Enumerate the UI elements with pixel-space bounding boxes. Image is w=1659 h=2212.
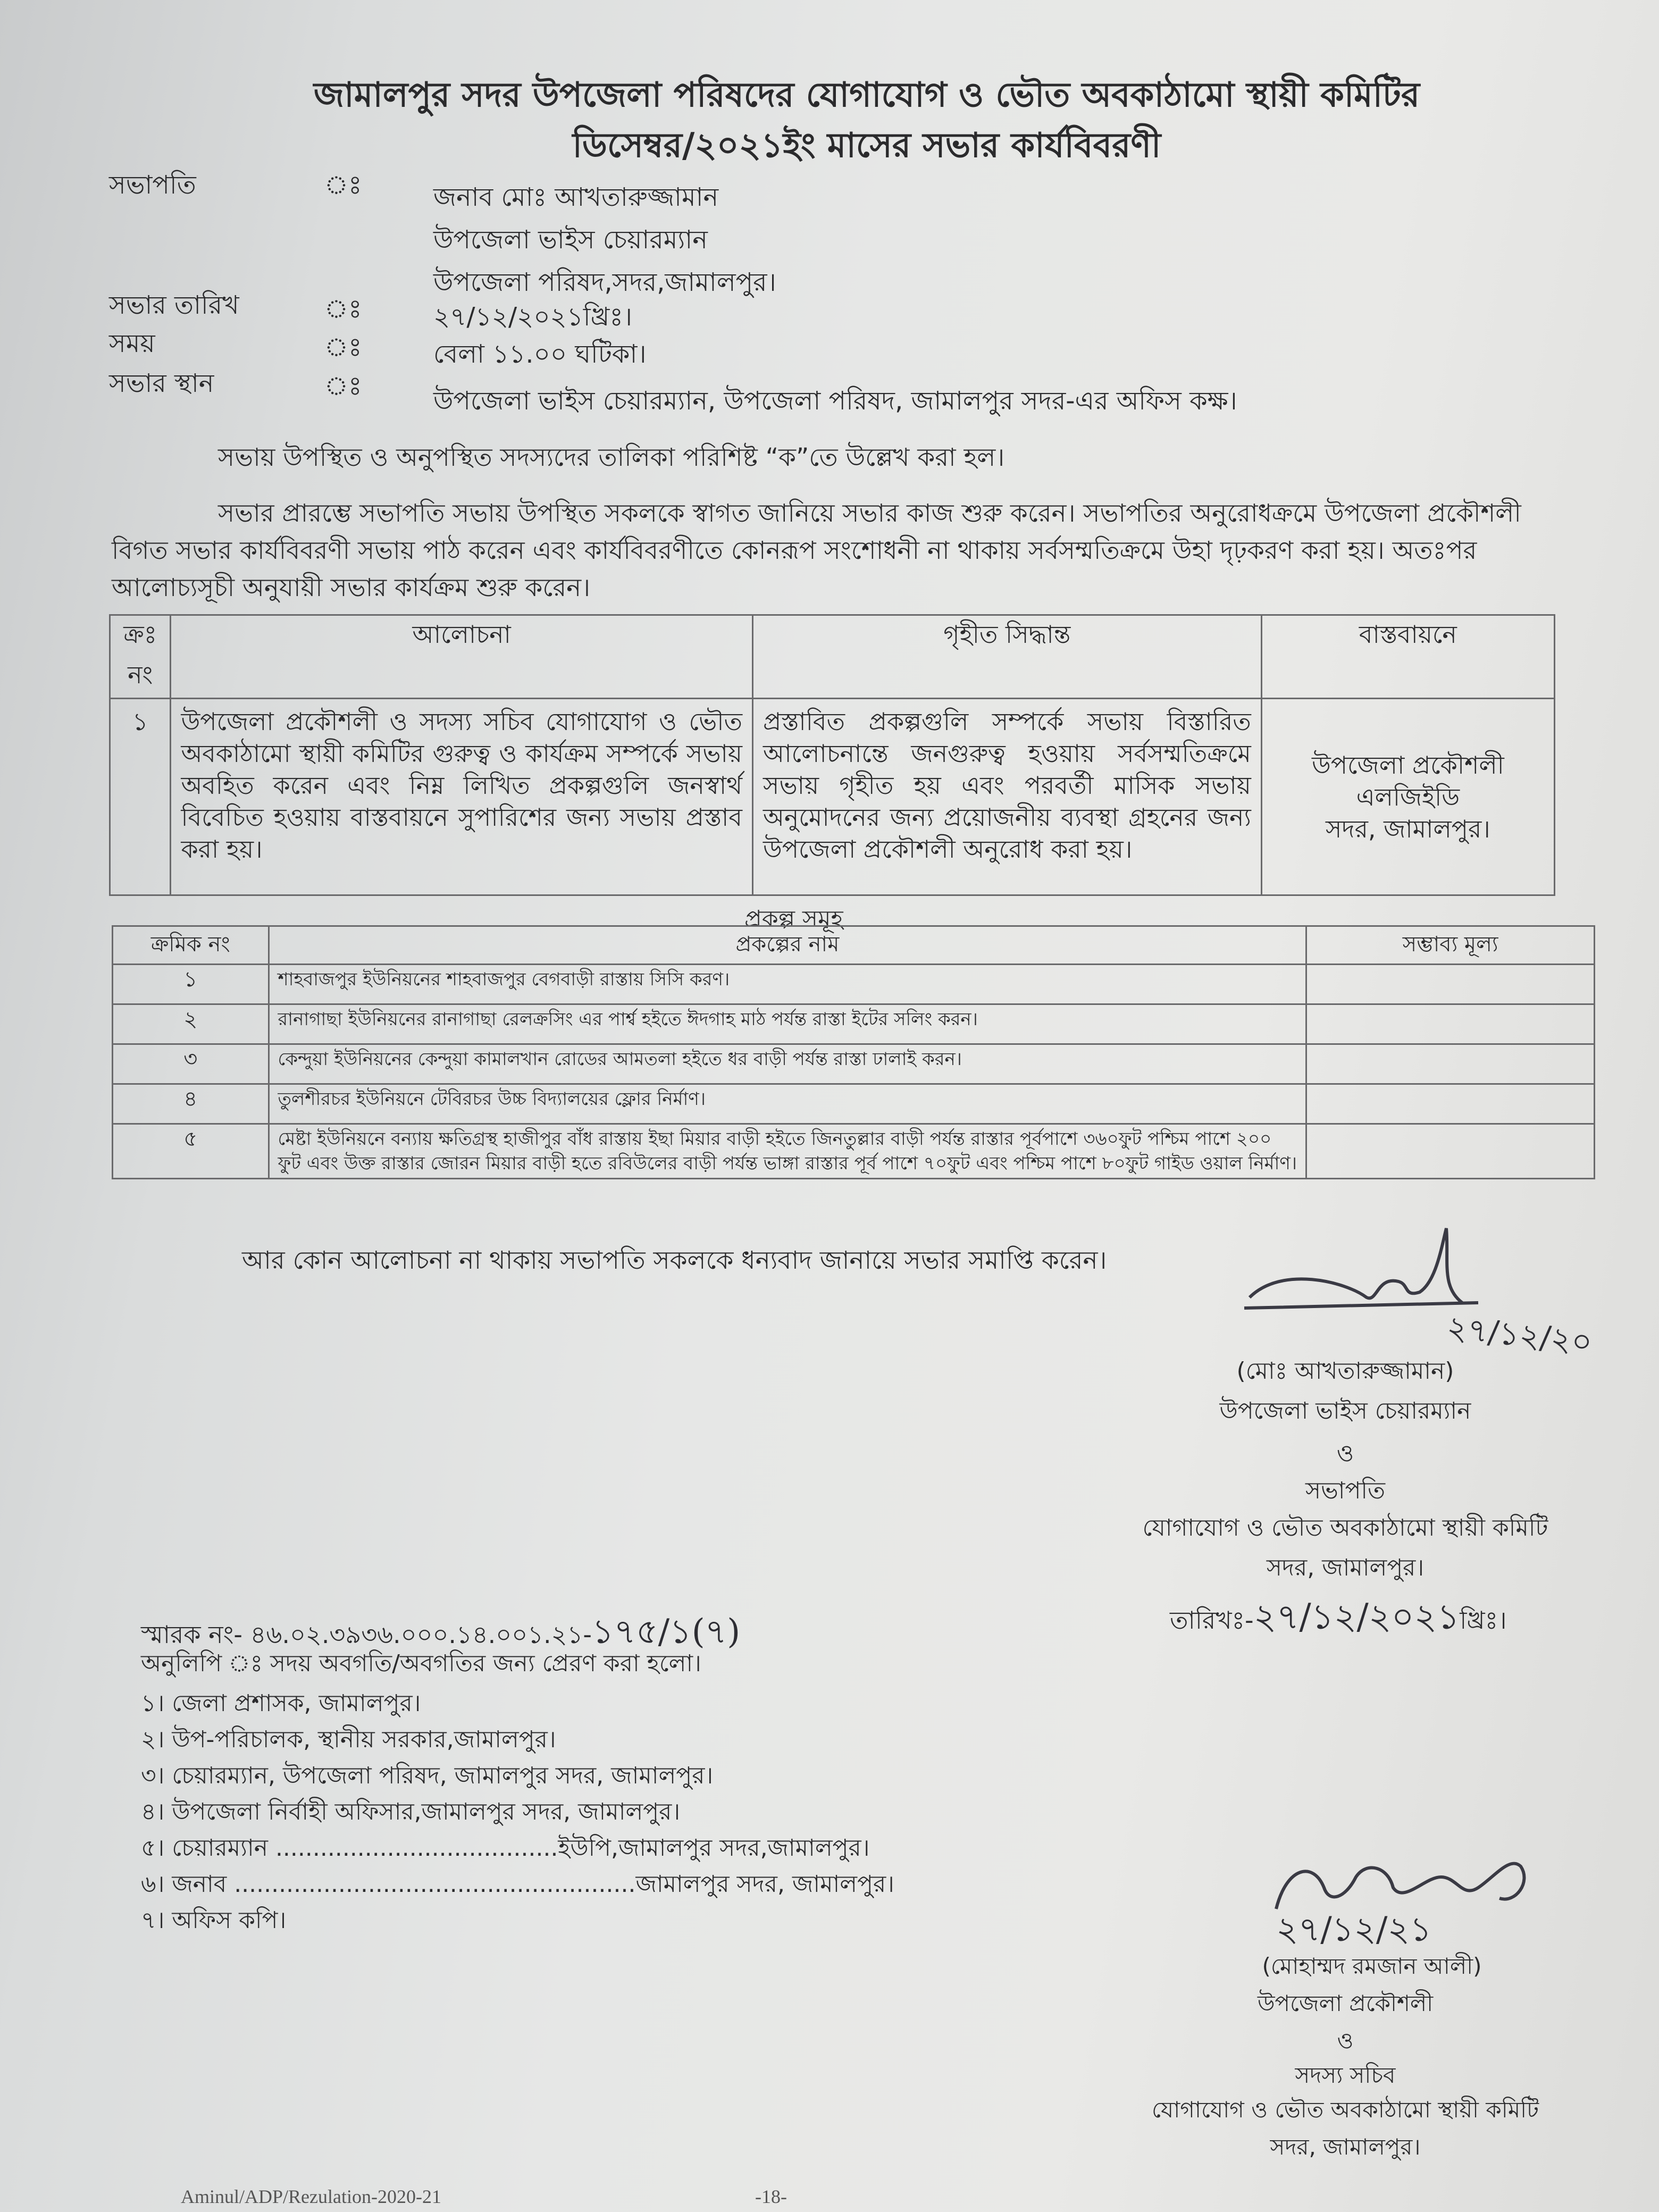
memo-date: [1170, 1590, 1507, 1648]
project-name: মেষ্টা ইউনিয়নে বন্যায় ক্ষতিগ্রস্থ হাজীপুর বাঁধ রাস্তায় ইছা মিয়ার বাড়ী হইতে জিনতুল্লার বাড়ী পর্যন্ত রাস্তার পূর্বপাশে ৩৬০ফুট পশ্চিম পাশে ২০০ ফুট এবং উক্ত রাস্তার জোরন মিয়ার বাড়ী হতে রবিউলের বাড়ী পর্যন্ত ভাঙ্গা রাস্তার পূর্ব পাশে ৭০ফুট এবং পশ্চিম পাশে ৮০ফুট গাইড ওয়াল নির্মাণ।: [269, 1124, 1306, 1179]
row-implementation: [1261, 699, 1554, 895]
project-cost: [1306, 1084, 1595, 1124]
memo-ref-handwritten: ১৭৫/১(৭): [591, 1612, 741, 1652]
col-header-serial: ক্রঃ নং: [110, 615, 171, 699]
projects-table: [112, 925, 1595, 1179]
col-header-cost: সম্ভাব্য মূল্য: [1306, 926, 1595, 965]
chair-name: জনাব মোঃ আখতারুজ্জামান: [433, 182, 719, 212]
meeting-time: বেলা ১১.০০ ঘটিকা।: [433, 339, 647, 369]
sig1-place: সদর, জামালপুর।: [1266, 1554, 1425, 1581]
project-serial: ৩: [113, 1044, 269, 1084]
project-serial: ৫: [113, 1124, 269, 1179]
implementer-line-1: উপজেলা প্রকৌশলী: [1312, 750, 1504, 780]
col-header-serial: ক্রমিক নং: [113, 926, 269, 965]
sig2-name: (মোহাম্মদ রমজান আলী): [1262, 1953, 1482, 1979]
list-item: ৫। চেয়ারম্যান ......................................ইউপি,জামালপুর সদর,জামালপুর।: [141, 1834, 870, 1862]
col-header-implementation: বাস্তবায়নে: [1261, 615, 1554, 699]
project-cost: [1306, 1124, 1595, 1179]
memo-date-handwritten: ২৭/১২/২০২১: [1253, 1596, 1460, 1637]
meeting-place: উপজেলা ভাইস চেয়ারম্যান, উপজেলা পরিষদ, জামালপুর সদর-এর অফিস কক্ষ।: [433, 386, 1237, 416]
projects-caption: প্রকল্প সমূহ: [744, 906, 843, 933]
col-header-decision: গৃহীত সিদ্ধান্ত: [753, 615, 1262, 699]
project-name: তুলশীরচর ইউনিয়নে টেবিরচর উচ্চ বিদ্যালয়ের ফ্লোর নির্মাণ।: [269, 1084, 1306, 1124]
projects-table-header: [113, 926, 1595, 965]
date-label: সভার তারিখ: [109, 290, 239, 320]
sig1-title: উপজেলা ভাইস চেয়ারম্যান: [1219, 1397, 1471, 1425]
list-item: ৪। উপজেলা নির্বাহী অফিসার,জামালপুর সদর, জামালপুর।: [141, 1798, 681, 1825]
place-label: সভার স্থান: [109, 368, 214, 398]
table-row: [113, 1084, 1595, 1124]
colon: ঃ: [324, 294, 362, 324]
chair-office: উপজেলা পরিষদ,সদর,জামালপুর।: [433, 267, 776, 297]
row-discussion: উপজেলা প্রকৌশলী ও সদস্য সচিব যোগাযোগ ও ভৌত অবকাঠামো স্থায়ী কমিটির গুরুত্ব ও কার্যক্রম সম্পর্কে সভায় অবহিত করেন এবং নিম্ন লিখিত প্রকল্পগুলি জনস্বার্থ বিবেচিত হওয়ায় বাস্তবায়নে সুপারিশের জন্য সভায় প্রস্তাব করা হয়।: [171, 699, 753, 895]
sig2-and: ও: [1337, 2027, 1354, 2054]
sig1-name: (মোঃ আখতারুজ্জামান): [1236, 1358, 1454, 1385]
table-row: [110, 699, 1555, 895]
signature-1: [1239, 1218, 1484, 1324]
colon: ঃ: [324, 170, 362, 200]
intro-line-3: আলোচ্যসূচী অনুযায়ী সভার কার্যক্রম শুরু করেন।: [112, 573, 591, 602]
file-reference: Aminul/ADP/Rezulation-2020-21: [181, 2186, 441, 2207]
list-item: ৭। অফিস কপি।: [141, 1907, 287, 1934]
colon: ঃ: [324, 332, 362, 362]
row-decision: প্রস্তাবিত প্রকল্পগুলি সম্পর্কে সভায় বিস্তারিত আলোচনান্তে জনগুরুত্ব হওয়ায় সর্বসম্মতিক্রমে সভায় গৃহীত হয় এবং পরবর্তী মাসিক সভায় অনুমোদনের জন্য প্রয়োজনীয় ব্যবস্থা গ্রহনের জন্য উপজেলা প্রকৌশলী অনুরোধ করা হয়।: [753, 699, 1262, 895]
table-row: [113, 965, 1595, 1004]
list-item: ৬। জনাব ......................................................জামালপুর সদর, জামালপুর।: [141, 1871, 894, 1898]
signature-stroke: [1276, 1864, 1524, 1909]
project-cost: [1306, 1004, 1595, 1044]
signature-1-date: ২৭/১২/২০: [1445, 1309, 1594, 1362]
decision-table: [109, 614, 1555, 896]
project-cost: [1306, 965, 1595, 1004]
sig1-and: ও: [1336, 1440, 1354, 1467]
project-name: শাহবাজপুর ইউনিয়নের শাহবাজপুর বেগবাড়ী রাস্তায় সিসি করণ।: [269, 965, 1306, 1004]
chair-title: উপজেলা ভাইস চেয়ারম্যান: [433, 225, 708, 255]
sig2-role: সদস্য সচিব: [1295, 2062, 1396, 2088]
sig1-role: সভাপতি: [1305, 1477, 1386, 1504]
signature-stroke: [1244, 1228, 1478, 1308]
col-header-discussion: আলোচনা: [171, 615, 753, 699]
sig2-place: সদর, জামালপুর।: [1270, 2134, 1421, 2160]
implementer-line-3: সদর, জামালপুর।: [1326, 814, 1490, 843]
title-line-1: জামালপুর সদর উপজেলা পরিষদের যোগাযোগ ও ভৌত অবকাঠামো স্থায়ী কমিটির: [313, 76, 1420, 115]
project-serial: ৪: [113, 1084, 269, 1124]
project-serial: ১: [113, 965, 269, 1004]
sig1-committee: যোগাযোগ ও ভৌত অবকাঠামো স্থায়ী কমিটি: [1142, 1514, 1548, 1541]
sig2-committee: যোগাযোগ ও ভৌত অবকাঠামো স্থায়ী কমিটি: [1151, 2097, 1539, 2123]
memo-date-label: তারিখঃ-: [1170, 1606, 1254, 1635]
list-item: ১। জেলা প্রশাসক, জামালপুর।: [141, 1690, 421, 1717]
sig2-title: উপজেলা প্রকৌশলী: [1257, 1990, 1434, 2016]
recipient-list: [141, 1686, 894, 1939]
project-cost: [1306, 1044, 1595, 1084]
attendance-note: সভায় উপস্থিত ও অনুপস্থিত সদস্যদের তালিকা পরিশিষ্ট “ক”তে উল্লেখ করা হল।: [218, 443, 1005, 472]
chair-label: সভাপতি: [109, 170, 196, 200]
memo-date-suffix: খ্রিঃ।: [1460, 1606, 1507, 1635]
meeting-date: ২৭/১২/২০২১খ্রিঃ।: [433, 302, 633, 332]
page-number: -18-: [755, 2186, 787, 2207]
intro-line-2: বিগত সভার কার্যবিবরণী সভায় পাঠ করেন এবং কার্যবিবরণীতে কোনরূপ সংশোধনী না থাকায় সর্বসম্মতিক্রমে উহা দৃঢ়করণ করা হয়। অতঃপর: [112, 536, 1477, 565]
project-name: কেন্দুয়া ইউনিয়নের কেন্দুয়া কামালখান রোডের আমতলা হইতে ধর বাড়ী পর্যন্ত রাস্তা ঢালাই করন।: [269, 1044, 1306, 1084]
table-row: [113, 1044, 1595, 1084]
table-row: [113, 1004, 1595, 1044]
list-item: ৩। চেয়ারম্যান, উপজেলা পরিষদ, জামালপুর সদর, জামালপুর।: [141, 1762, 714, 1789]
list-item: ২। উপ-পরিচালক, স্থানীয় সরকার,জামালপুর।: [141, 1726, 556, 1753]
time-label: সময়: [109, 329, 155, 358]
decision-table-header: [110, 615, 1555, 699]
project-name: রানাগাছা ইউনিয়নের রানাগাছা রেলক্রসিং এর পার্শ্ব হইতে ঈদগাহ মাঠ পর্যন্ত রাস্তা ইটের সলিং করন।: [269, 1004, 1306, 1044]
closing-text: আর কোন আলোচনা না থাকায় সভাপতি সকলকে ধন্যবাদ জানায়ে সভার সমাপ্তি করেন।: [242, 1246, 1107, 1275]
project-serial: ২: [113, 1004, 269, 1044]
col-header-project-name: প্রকল্পের নাম: [269, 926, 1306, 965]
implementer-line-2: এলজিইডি: [1356, 782, 1460, 811]
title-line-2: ডিসেম্বর/২০২১ইং মাসের সভার কার্যবিবরণী: [572, 126, 1161, 165]
copy-line: অনুলিপি ঃ সদয় অবগতি/অবগতির জন্য প্রেরণ করা হলো।: [141, 1650, 701, 1677]
table-row: [113, 1124, 1595, 1179]
memo-ref-printed: স্মারক নং- ৪৬.০২.৩৯৩৬.০০০.১৪.০০১.২১-: [141, 1620, 592, 1649]
colon: ঃ: [324, 371, 362, 401]
intro-line-1: সভার প্রারম্ভে সভাপতি সভায় উপস্থিত সকলকে স্বাগত জানিয়ে সভার কাজ শুরু করেন। সভাপতির অনুরোধক্রমে উপজেলা প্রকৌশলী: [218, 499, 1521, 528]
row-serial: ১: [110, 699, 171, 895]
signature-2-date: ২৭/১২/২১: [1276, 1910, 1432, 1949]
